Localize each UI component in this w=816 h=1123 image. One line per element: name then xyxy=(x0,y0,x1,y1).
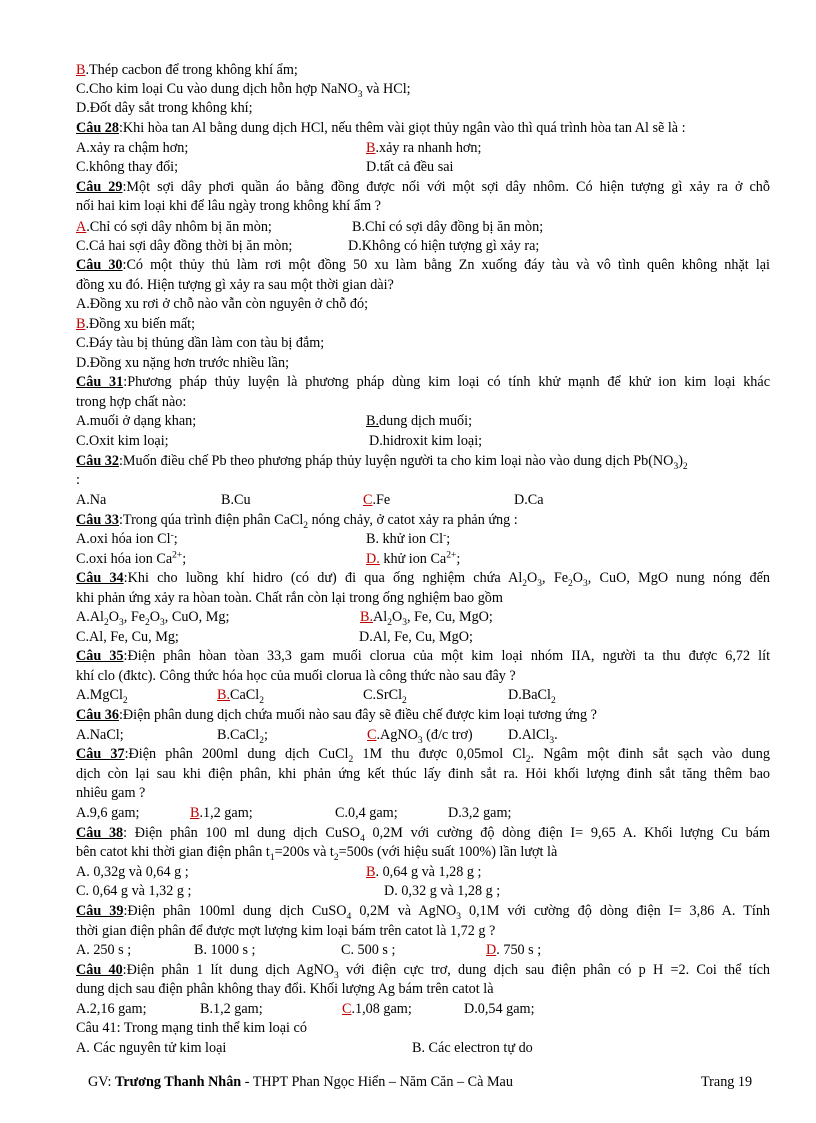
q32-option-d: D.Ca xyxy=(514,492,544,508)
q36-option-d: D.AlCl$_3$. xyxy=(508,727,558,746)
q29-option-d: D.Không có hiện tượng gì xảy ra; xyxy=(348,238,540,254)
q35-option-c: C.SrCl$_2$ xyxy=(363,687,407,706)
q38-option-a: A. 0,32g và 0,64 g ; xyxy=(76,864,189,880)
q28-option-c: C.không thay đổi; xyxy=(76,159,179,175)
q27-option-b: B.Thép cacbon để trong không khí ẩm; xyxy=(76,62,298,78)
q31-option-a: A.muối ở dạng khan; xyxy=(76,413,197,429)
q28-option-b: B.xảy ra nhanh hơn; xyxy=(366,140,482,156)
q37-stem-line1: Câu 37:Điện phân 200ml dung dịch CuCl$_2$ 1M thu được 0,05mol $Cl_2$. Ngâm một đinh sắt sạch vào dung xyxy=(76,746,770,765)
q35-stem-line2: khí clo (đktc). Công thức hóa học của muối clorua là công thức nào sau đây ? xyxy=(76,668,516,684)
q35-option-b: B.CaCl$_2$ xyxy=(217,687,264,706)
q36-option-c: C.AgNO$_3$ (đ/c trơ) xyxy=(367,727,473,746)
q31-stem-line1: Câu 31:Phương pháp thủy luyện là phương pháp dùng kim loại có tính khử mạnh để khử ion kim loại khác xyxy=(76,374,770,390)
q40-stem-line2: dung dịch sau điện phân không thay đổi. Khối lượng Ag bám trên catot là xyxy=(76,981,494,997)
q32-stem: Câu 32:Muốn điều chế Pb theo phương pháp thủy luyện người ta cho kim loại nào vào dung dịch $Pb(NO_3)_2$ xyxy=(76,453,688,472)
q37-stem-line3: nhiêu gam ? xyxy=(76,785,146,801)
q34-option-c: C.Al, Fe, Cu, Mg; xyxy=(76,629,179,645)
q37-option-a: A.9,6 gam; xyxy=(76,805,140,821)
teacher-name: Trương Thanh Nhân xyxy=(114,1074,242,1090)
q30-option-b: B.Đồng xu biến mất; xyxy=(76,316,196,332)
q37-option-b: B.1,2 gam; xyxy=(190,805,253,821)
q31-option-d: D.hidroxit kim loại; xyxy=(369,433,483,449)
q39-option-d: D. 750 s ; xyxy=(486,942,542,958)
q32-option-b: B.Cu xyxy=(221,492,251,508)
q34-option-a: $A.Al_2O_3$, $Fe_2O_3$, CuO, Mg; xyxy=(76,609,230,628)
q33-option-d: D. khử ion $Ca^{2+}$; xyxy=(366,550,461,567)
q32-option-c: C.Fe xyxy=(363,492,391,508)
q35-option-a: A.MgCl$_2$ xyxy=(76,687,128,706)
question-label: Câu 28 xyxy=(76,120,119,136)
q41-option-b: B. Các electron tự do xyxy=(412,1040,533,1056)
q37-option-d: D.3,2 gam; xyxy=(448,805,512,821)
page-number: Trang 19 xyxy=(701,1074,753,1090)
q33-option-a: A.oxi hóa ion Cl-; xyxy=(76,530,178,547)
q40-option-b: B.1,2 gam; xyxy=(200,1001,263,1017)
q40-stem-line1: Câu 40:Điện phân 1 lít dung dịch AgNO$_3$ với điện cực trơ, dung dịch sau điện phân có p H =2. Coi thể tích xyxy=(76,962,770,981)
q27-option-d: D.Đốt dây sắt trong không khí; xyxy=(76,100,253,116)
q32-stem-colon: : xyxy=(76,472,80,488)
q35-stem-line1: Câu 35:Điện phân hòan tòan 33,3 gam muối clorua của một kim loại nhóm IIA, người ta thu được 6,72 lít xyxy=(76,648,771,664)
footer-credit: GV: Trương Thanh Nhân - THPT Phan Ngọc Hiển – Năm Căn – Cà Mau xyxy=(88,1074,513,1090)
q29-option-a: A.Chỉ có sợi dây nhôm bị ăn mòn; xyxy=(76,219,272,235)
q34-stem-line2: khi phản ứng xảy ra hòan toàn. Chất rắn còn lại trong ống nghiệm bao gồm xyxy=(76,590,503,606)
q31-option-c: C.Oxit kim loại; xyxy=(76,433,169,449)
q36-stem: Câu 36:Điện phân dung dịch chứa muối nào sau đây sẽ điều chế được kim loại tương ứng ? xyxy=(76,707,597,723)
q35-option-d: D.BaCl$_2$ xyxy=(508,687,556,706)
q39-option-a: A. 250 s ; xyxy=(76,942,132,958)
q38-option-d: D. 0,32 g và 1,28 g ; xyxy=(384,883,501,899)
q37-option-c: C.0,4 gam; xyxy=(335,805,398,821)
q36-option-a: A.NaCl; xyxy=(76,727,124,743)
q32-option-a: A.Na xyxy=(76,492,107,508)
q40-option-d: D.0,54 gam; xyxy=(464,1001,535,1017)
q31-stem-line2: trong hợp chất nào: xyxy=(76,394,187,410)
answer-mark: B xyxy=(76,62,86,78)
q29-stem-line1: Câu 29:Một sợi dây phơi quần áo bằng đồng được nối với một sợi dây nhôm. Có hiện tượng gì xảy ra ở chỗ xyxy=(76,179,770,195)
q29-option-b: B.Chỉ có sợi dây đồng bị ăn mòn; xyxy=(352,219,544,235)
q41-stem: Câu 41: Trong mạng tinh thể kim loại có xyxy=(76,1020,307,1036)
q39-stem-line1: Câu 39:Điện phân 100ml dung dịch CuSO$_4$ 0,2M và AgNO$_3$ 0,1M với cường độ dòng điện I= 3,86 A. Tính xyxy=(76,903,771,922)
q40-option-a: A.2,16 gam; xyxy=(76,1001,147,1017)
q31-option-b: B.dung dịch muối; xyxy=(366,413,473,429)
q39-option-c: C. 500 s ; xyxy=(341,942,396,958)
q38-option-b: B. 0,64 g và 1,28 g ; xyxy=(366,864,482,880)
q39-option-b: B. 1000 s ; xyxy=(194,942,256,958)
q28-option-d: D.tất cả đều sai xyxy=(366,159,454,175)
q34-option-b: $B.Al_2O_3$, Fe, Cu, MgO; xyxy=(360,609,493,628)
q33-stem: Câu 33:Trong qúa trình điện phân CaCl$_2$ nóng chảy, ở catot xảy ra phản ứng : xyxy=(76,512,518,531)
q34-stem-line1: Câu 34:Khi cho luồng khí hidro (có dư) đi qua ống nghiệm chứa $Al_2O_3$, $Fe_2O_3$, CuO, MgO nung nóng đến xyxy=(76,570,771,589)
q40-option-c: C.1,08 gam; xyxy=(342,1001,412,1017)
q33-option-b: B. khử ion Cl-; xyxy=(366,530,451,547)
q39-stem-line2: thời gian điện phân để được mợt lượng kim loại bám trên catot là 1,72 g ? xyxy=(76,923,496,939)
q29-stem-line2: nối hai kim loại khi để lâu ngày trong không khí ẩm ? xyxy=(76,198,381,214)
q28-option-a: A.xảy ra chậm hơn; xyxy=(76,140,189,156)
q38-stem-line2: bên catot khi thời gian điện phân $t_1=200s$ và $t_2=500s$ (với hiệu suất 100%) lần lượt là xyxy=(76,844,558,863)
q30-option-a: A.Đồng xu rơi ở chỗ nào vẫn còn nguyên ở chỗ đó; xyxy=(76,296,369,312)
q33-option-c: C.oxi hóa ion $Ca^{2+}$; xyxy=(76,550,187,567)
q30-stem-line1: Câu 30:Có một thủy thủ làm rơi một đồng 50 xu làm bằng Zn xuống đáy tàu và vô tình quên không nhặt lại xyxy=(76,257,770,273)
q29-option-c: C.Cả hai sợi dây đồng thời bị ăn mòn; xyxy=(76,238,293,254)
q38-option-c: C. 0,64 g và 1,32 g ; xyxy=(76,883,192,899)
q30-stem-line2: đồng xu đó. Hiện tượng gì xảy ra sau một thời gian dài? xyxy=(76,277,394,293)
q36-option-b: B.CaCl$_2$; xyxy=(217,727,268,746)
q41-option-a: A. Các nguyên tử kim loại xyxy=(76,1040,227,1056)
q38-stem-line1: Câu 38: Điện phân 100 ml dung dịch CuSO$_4$ 0,2M với cường độ dòng điện I= 9,65 A. Khối lượng Cu bám xyxy=(76,825,770,844)
q30-option-d: D.Đồng xu nặng hơn trước nhiều lần; xyxy=(76,355,290,371)
q28-stem: Câu 28:Khi hòa tan Al bằng dung dịch HCl, nếu thêm vài giọt thủy ngân vào thì quá trình hòa tan Al sẽ là : xyxy=(76,120,686,136)
q27-option-c: C.Cho kim loại Cu vào dung dịch hỗn hợp NaNO$_3$ và HCl; xyxy=(76,81,411,100)
q34-option-d: D.Al, Fe, Cu, MgO; xyxy=(359,629,473,645)
q30-option-c: C.Đáy tàu bị thủng dần làm con tàu bị đắm; xyxy=(76,335,325,351)
q37-stem-line2: dịch còn lại sau khi điện phân, khi phản ứng kết thúc lấy đinh sắt ra. Hỏi khối lượng đinh sắt tăng thêm bao xyxy=(76,766,770,782)
